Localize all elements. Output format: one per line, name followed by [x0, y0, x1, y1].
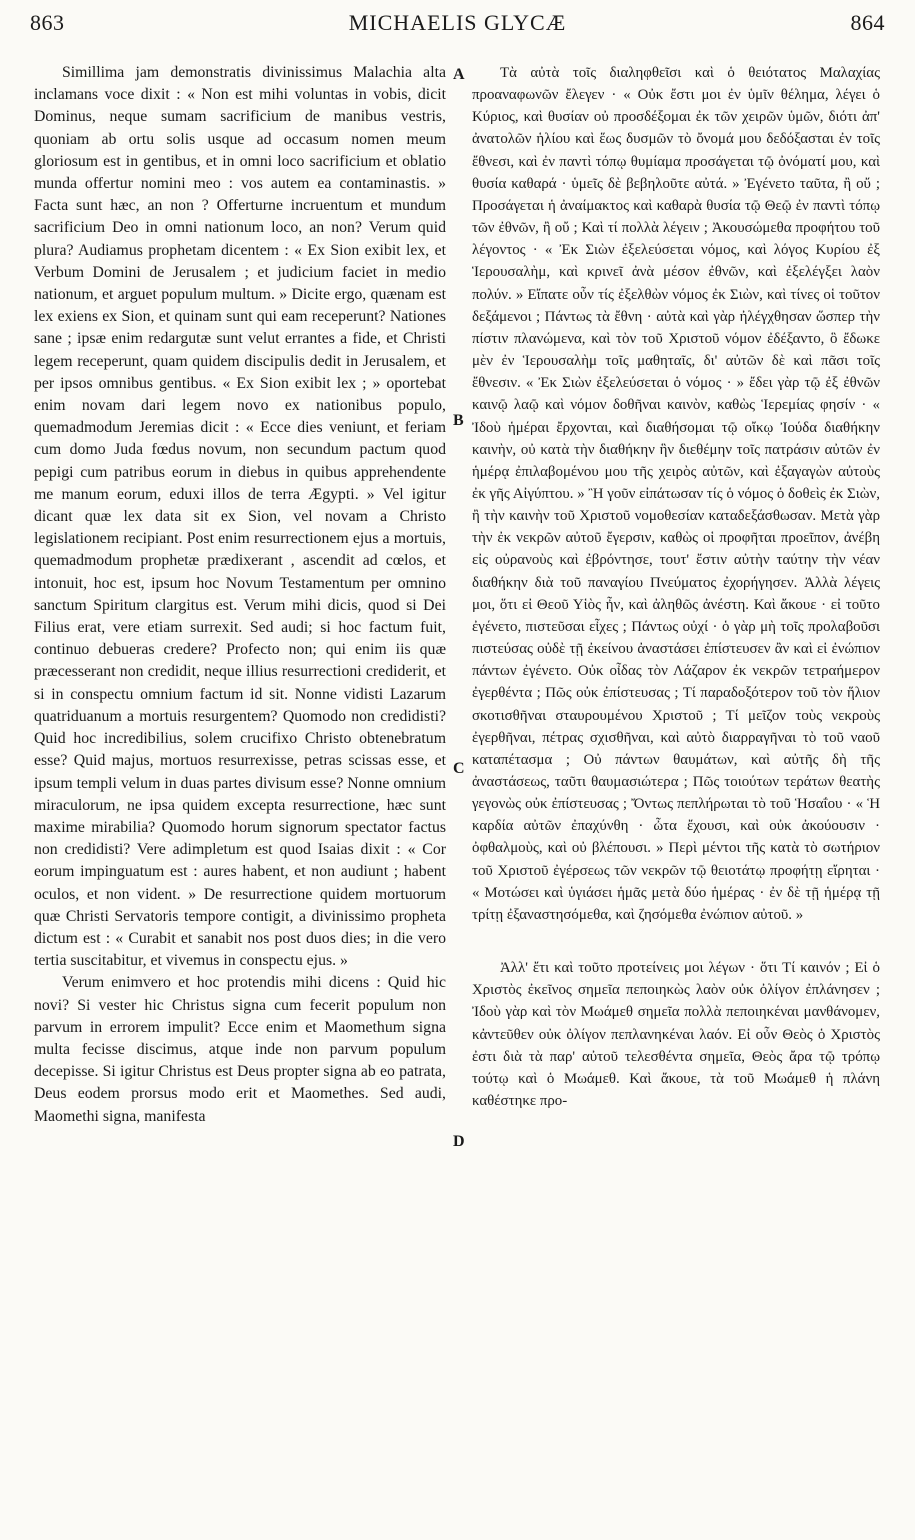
latin-paragraph-2: Verum enimvero et hoc protendis mihi dicens : Quid hic novi? Si vester hic Christus signa cum fecerit populum non parvum in errorem impulit? Ecce enim et Maomethum signa multa fecisse discimus, atque inde non parvum populum decepisse. Si igitur Christus est Deus propter signa ab eo patrata, Deus eodem prorsus modo erit et Maomethes. Sed audi, Maomethi signa, manifesta [34, 974, 446, 1125]
page-header [30, 8, 885, 44]
latin-paragraph-1: Simillima jam demonstratis divinissimus Malachia alta inclamans voce dixit : « Non est mihi voluntas in vobis, dicit Dominus, neque sumam sacrificium de manibus vestris, quoniam ab ortu solis usque ad occasum nomen meum gloriosum est in gentibus, et in omni loco sacrificium et oblatio munda offertur nomini meo : vos autem ea contaminastis. » Facta sunt hæc, an non ? Offerturne incruentum et mundum sacrificium Deo in omni nationum loco, an non? Verum quid plura? Audiamus prophetam dicentem : « Ex Sion exibit lex, et Verbum Domini de Jerusalem ; et judicium faciet in medio nationum, et arguet populum multum. » Dicite ergo, quænam est lex exiens ex Sion, et quinam sunt qui eam receperunt? Nationes sane ; ipsæ enim redargutæ sunt velut errantes a fide, et Christi legem receperunt, quam quidem discipulis dedit in Jerusalem, et per ipsos omnibus gentibus. « Ex Sion exibit lex ; » oportebat enim novam dari legem novo ex nationibus populo, quemadmodum Jeremias dicit : « Ecce dies veniunt, et feriam cum domo Juda fœdus novum, non secundum pactum quod pepigi cum patribus eorum in diebus in quibus apprehendente me manum eorum, eduxi illos de terra Ægypti. » Vel igitur dicant quæ lex data sit ex Sion, vel novam a Christo legislationem recipiant. Post enim resurrectionem ejus a mortuis, quemadmodum prophetæ prædixerant , ascendit ad cœlos, et intonuit, hoc est, ipsum hoc Novum Testamentum per omnino sanctum Spiritum clargitus est. Verum mihi dicis, quod si Dei Filius erat, vere etiam surrexit. Sed audi; si hoc factum fuit, continuo debueras credere? Profecto non; qui enim iis quæ præcesserant non credidit, neque illius resurrectioni crediderit, et si in conspectu omnium factum id sit. Nonne vidisti Lazarum quatriduanum a mortuis resurgentem? Quomodo non credidisti? Quid hoc incredibilius, solem crucifixo Christo obtenebratum esse? Quid majus, mortuos resurrexisse, petras scissas esse, et ipsum templi velum in duas partes divisum esse? Nonne omnium miraculorum, ne ipsa quidem excepta resurrectione, hæc sunt maxime mirabilia? Quomodo horum signorum spectator factus non credidisti? Vere adimpletum est quod Isaias dixit : « Cor eorum impinguatum est : aures habent, et non audiunt ; habent oculos, et non vident. » De resurrectione quidem mortuorum quæ Christi Servatoris tempore contigit, a divinissimo propheta dictum est : « Curabit et sanabit nos post duos dies; in die vero tertia suscitabitur, et vivemus in conspectu ejus. » [34, 64, 446, 970]
margin-letter-a: A [453, 66, 465, 83]
greek-paragraph-1: Τὰ αὐτὰ τοῖς διαληφθεῖσι καὶ ὁ θειότατος Μαλαχίας προαναφωνῶν ἔλεγεν · « Οὐκ ἔστι μοι ἐν ὑμῖν θέλημα, λέγει ὁ Κύριος, καὶ θυσίαν οὐ προσδέξομαι ἐκ τῶν χειρῶν ὑμῶν, διότι ἀπ' ἀνατολῶν ἡλίου καὶ ἕως δυσμῶν τὸ ὄνομά μου δεδόξασται ἐν τοῖς ἔθνεσι, καὶ ἐν παντὶ τόπῳ θυμίαμα προσάγεται τῷ ὀνόματί μου, καὶ θυσία καθαρά · ὑμεῖς δὲ βεβηλοῦτε αὐτά. » Ἐγένετο ταῦτα, ἢ οὔ ; Προσάγεται ἡ ἀναίμακτος καὶ καθαρὰ θυσία τῷ Θεῷ ἐν παντὶ τόπῳ τῶν ἐθνῶν, ἢ οὔ ; Καὶ τί πολλὰ λέγειν ; Ἀκουσώμεθα προφήτου τοῦ λέγοντος · « Ἐκ Σιὼν ἐξελεύσεται νόμος, καὶ λόγος Κυρίου ἐξ Ἱερουσαλὴμ, καὶ κρινεῖ ἀνὰ μέσον ἐθνῶν, καὶ ἐξελέγξει λαὸν πολύν. » Εἴπατε οὖν τίς ἐξελθὼν νόμος ἐκ Σιὼν, καὶ τίνες οἱ τοῦτον δεξάμενοι ; Πάντως τὰ ἔθνη · αὐτὰ καὶ γὰρ ἠλέγχθησαν ὥσπερ τὴν πίστιν πλανώμενα, καὶ τὸν τοῦ Χριστοῦ νόμον ἐδέξαντο, ὃ ἔδωκε μὲν ἐν Ἱερουσαλὴμ τοῖς μαθηταῖς, δι' αὐτῶν δὲ καὶ πᾶσι τοῖς ἔθνεσιν. « Ἐκ Σιὼν ἐξελεύσεται ὁ νόμος · » ἔδει γὰρ τῷ ἐξ ἐθνῶν καινῷ λαῷ καὶ νόμον δοθῆναι καινὸν, καθὼς Ἱερεμίας φησίν · « Ἰδοὺ ἡμέραι ἔρχονται, καὶ διαθήσομαι τῷ οἴκῳ Ἰούδα διαθήκην καινὴν, οὐ κατὰ τὴν διαθήκην ἣν διεθέμην τοῖς πατράσιν αὐτῶν ἐν ἡμέρᾳ ἐπιλαβομένου μου τῆς χειρὸς αὐτῶν, καὶ ἐξαγαγὼν αὐτοὺς ἐκ γῆς Αἰγύπτου. » Ἢ γοῦν εἰπάτωσαν τίς ὁ νόμος ὁ δοθεὶς ἐκ Σιὼν, ἢ τὴν καινὴν τοῦ Χριστοῦ νομοθεσίαν καταδεξάσθωσαν. Μετὰ γὰρ τὴν ἐκ νεκρῶν αὐτοῦ ἔγερσιν, καθὼς οἱ προφῆται προεῖπον, ἀνέβη εἰς οὐρανοὺς καὶ ἐβρόντησε, τουτ' ἔστιν αὐτὴν ταύτην τὴν νέαν διαθήκην διὰ τοῦ παναγίου Πνεύματος ἐχορήγησεν. Ἀλλὰ λέγεις μοι, ὅτι εἰ Θεοῦ Υἱὸς ἦν, καὶ ἀληθῶς ἀνέστη. Καὶ ἄκουε · εἰ τοῦτο ἐγένετο, πιστεῦσαι εἶχες ; Πάντως οὐχί · ὁ γὰρ μὴ τοῖς προλαβοῦσι πιστεύσας οὐδὲ τῇ ἐκείνου ἀναστάσει ἐπίστευσεν ἂν καὶ εἰ ἐνώπιον πάντων ἐγένετο. Οὐκ οἶδας τὸν Λάζαρον ἐκ νεκρῶν τετραήμερον ἐγερθέντα ; Πῶς οὐκ ἐπίστευσας ; Τί παραδοξότερον τοῦ τὸν ἥλιον σκοτισθῆναι σταυρουμένου Χριστοῦ ; Τί μεῖζον τοὺς νεκροὺς ἐγερθῆναι, πέτρας σχισθῆναι, καὶ αὐτὸ διαρραγῆναι τὸ τοῦ ναοῦ καταπέτασμα ; Οὐ πάντων θαυμάτων, καὶ αὐτῆς δὴ τῆς ἀναστάσεως, ταῦτι θαυμασιώτερα ; Πῶς τοιούτων τεράτων θεατὴς γεγονὼς οὐκ ἐπίστευσας ; Ὄντως πεπλήρωται τὸ τοῦ Ἡσαΐου · « Ἡ καρδία αὐτῶν ἐπαχύνθη · ὦτα ἔχουσι, καὶ οὐκ ἀκούουσιν · ὀφθαλμοὺς, καὶ οὐ βλέπουσι. » Περὶ μέντοι τῆς κατὰ τὸ σωτήριον τοῦ Χριστοῦ ἐγέρσεως τῶν νεκρῶν τῷ θειοτάτῳ προφήτῃ εἴρηται · « Μοτώσει καὶ ὑγιάσει ἡμᾶς μετὰ δύο ἡμέρας · ἐν δὲ τῇ ἡμέρᾳ τῇ τρίτῃ ἐξαναστησόμεθα, καὶ ζησόμεθα ἐνώπιον αὐτοῦ. » [472, 65, 880, 923]
margin-letter-b: B [453, 412, 464, 429]
greek-paragraph-2: Ἀλλ' ἔτι καὶ τοῦτο προτείνεις μοι λέγων · ὅτι Τί καινόν ; Εἰ ὁ Χριστὸς ἐκεῖνος σημεῖα πεποιηκὼς λαὸν οὐκ ὀλίγον ἐπλάνησεν ; Ἰδοὺ γὰρ καὶ τὸν Μωάμεθ σημεῖα πολλὰ πεποιηκέναι μανθάνομεν, κἀντεῦθεν οὐκ ὀλίγον πεπλανηκέναι λαόν. Εἰ οὖν Θεὸς ὁ Χριστὸς ἐστι διὰ τὰ παρ' αὐτοῦ τελεσθέντα σημεῖα, Θεὸς ἄρα τῷ τρόπῳ τούτῳ καὶ ὁ Μωάμεθ. Καὶ ἄκουε, τὰ τοῦ Μωάμεθ ἡ πλάνη καθέστηκε προ- [472, 960, 880, 1110]
greek-column [472, 62, 880, 1112]
latin-column [34, 62, 446, 1128]
page-number-right: 864 [850, 10, 885, 35]
margin-letter-c: C [453, 760, 465, 777]
running-title: MICHAELIS GLYCÆ [348, 10, 567, 35]
page-number-left: 863 [30, 10, 65, 35]
margin-letter-d: D [453, 1133, 465, 1150]
